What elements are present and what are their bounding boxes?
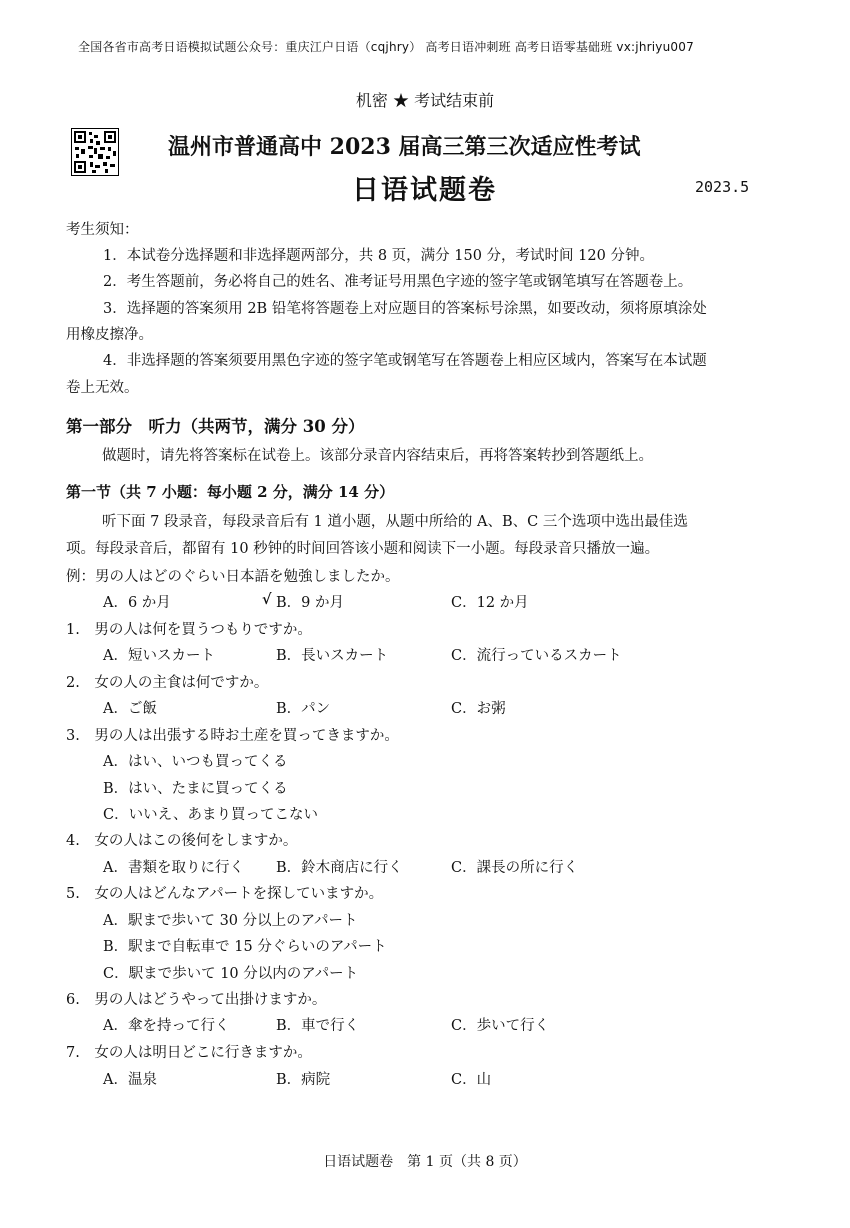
q7-option-b: B．病院 <box>276 1072 331 1088</box>
q4-option-a: A．書類を取りに行く <box>103 860 244 876</box>
q3-option-a: A．はい、いつも買ってくる <box>103 754 288 770</box>
q1-option-c: C．流行っているスカート <box>451 648 622 664</box>
notice-item: 1．本试卷分选择题和非选择题两部分，共 8 页，满分 150 分，考试时间 120 分钟。 <box>103 248 654 264</box>
q4-option-b: B．鈴木商店に行く <box>276 860 403 876</box>
example-question: 例：男の人はどのぐらい日本語を勉強しましたか。 <box>66 569 400 585</box>
q3-option-c: C．いいえ、あまり買ってこない <box>103 807 318 823</box>
exam-subtitle: 日语试题卷 <box>352 175 497 206</box>
notice-item-continued: 用橡皮擦净。 <box>66 327 153 343</box>
example-option-b: B．9 か月 <box>276 595 344 611</box>
part1-title: 第一部分 听力（共两节，满分 30 分） <box>66 417 365 436</box>
q5-option-b: B．駅まで自転車で 15 分ぐらいのアパート <box>103 939 387 955</box>
part1-instruction: 做题时，请先将答案标在试卷上。该部分录音内容结束后，再将答案转抄到答题纸上。 <box>102 448 653 464</box>
header-note: 全国各省市高考日语模拟试题公众号：重庆江户日语（cqjhry） 高考日语冲刺班 高考日语零基础班 vx:jhriyu007 <box>78 40 694 54</box>
notice-item: 2．考生答题前，务必将自己的姓名、准考证号用黑色字迹的签字笔或钢笔填写在答题卷上。 <box>103 274 693 290</box>
q7-option-c: C．山 <box>451 1072 492 1088</box>
secret-label: 机密 ★ 考试结束前 <box>355 91 495 110</box>
q1-option-a: A．短いスカート <box>103 648 215 664</box>
question-1: 1. 男の人は何を買うつもりですか。 <box>66 622 312 638</box>
q4-option-c: C．課長の所に行く <box>451 860 579 876</box>
question-7: 7. 女の人は明日どこに行きますか。 <box>66 1045 312 1061</box>
q6-option-c: C．歩いて行く <box>451 1018 550 1034</box>
section1-title: 第一节（共 7 小题：每小题 2 分，满分 14 分） <box>66 483 395 501</box>
section1-instruction: 听下面 7 段录音，每段录音后有 1 道小题，从题中所给的 A、B、C 三个选项中选出最佳选 <box>102 514 688 530</box>
q3-option-b: B．はい、たまに買ってくる <box>103 781 288 797</box>
notice-item-continued: 卷上无效。 <box>66 380 139 396</box>
q2-option-a: A．ご飯 <box>103 701 157 717</box>
q5-option-c: C．駅まで歩いて 10 分以内のアパート <box>103 966 359 982</box>
q7-option-a: A．温泉 <box>103 1072 157 1088</box>
exam-date: 2023.5 <box>695 178 750 196</box>
q6-option-b: B．車で行く <box>276 1018 360 1034</box>
q5-option-a: A．駅まで歩いて 30 分以上のアパート <box>103 913 358 929</box>
question-5: 5. 女の人はどんなアパートを探していますか。 <box>66 886 384 902</box>
q2-option-b: B．パン <box>276 701 331 717</box>
example-option-a: A．6 か月 <box>103 595 171 611</box>
q6-option-a: A．傘を持って行く <box>103 1018 230 1034</box>
q1-option-b: B．長いスカート <box>276 648 389 664</box>
qr-code-icon <box>71 128 119 176</box>
exam-title: 温州市普通高中 2023 届高三第三次适应性考试 <box>168 134 641 160</box>
question-2: 2. 女の人の主食は何ですか。 <box>66 675 269 691</box>
notice-item: 4．非选择题的答案须要用黑色字迹的签字笔或钢笔写在答题卷上相应区域内，答案写在本试题 <box>103 353 707 369</box>
checkmark-icon: √ <box>262 591 272 608</box>
section1-instruction: 项。每段录音后，都留有 10 秒钟的时间回答该小题和阅读下一小题。每段录音只播放一遍。 <box>66 541 660 557</box>
page-footer: 日语试题卷 第 1 页（共 8 页） <box>323 1154 527 1170</box>
notice-title: 考生须知： <box>66 222 139 238</box>
question-6: 6. 男の人はどうやって出掛けますか。 <box>66 992 327 1008</box>
notice-item: 3．选择题的答案须用 2B 铅笔将答题卷上对应题目的答案标号涂黑，如要改动，须将原填涂处 <box>103 301 707 317</box>
question-3: 3. 男の人は出張する時お土産を買ってきますか。 <box>66 728 399 744</box>
question-4: 4. 女の人はこの後何をしますか。 <box>66 833 298 849</box>
example-option-c: C．12 か月 <box>451 595 529 611</box>
q2-option-c: C．お粥 <box>451 701 506 717</box>
